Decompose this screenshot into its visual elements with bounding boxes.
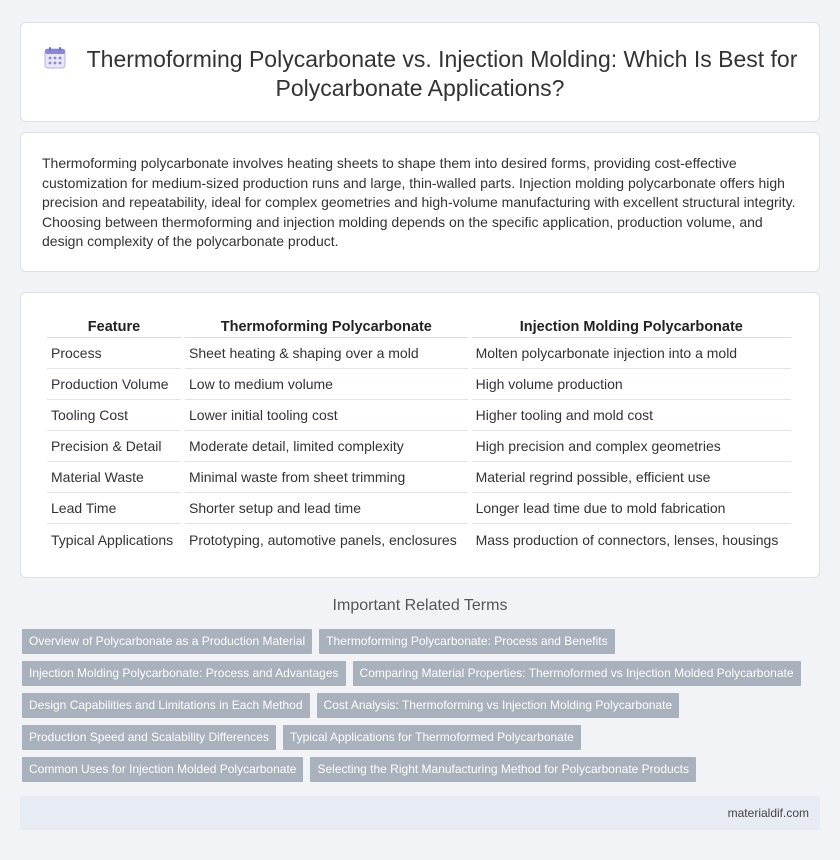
header-feature: Feature bbox=[47, 316, 181, 338]
injection-cell: Higher tooling and mold cost bbox=[472, 400, 791, 431]
related-term-link[interactable]: Comparing Material Properties: Thermoformed vs Injection Molded Polycarbonate bbox=[353, 661, 801, 686]
intro-paragraph: Thermoforming polycarbonate involves heating sheets to shape them into desired forms, providing cost-effective customization for medium-sized production runs and large, thin-walled parts. Injection molding polycarbonate offers high precision and repeatability, ideal for complex geometries and high-volume manufacturing with excellent structural integrity. Choosing between thermoforming and injection molding depends on the specific application, production volume, and design complexity of the polycarbonate product. bbox=[42, 155, 796, 250]
thermoforming-cell: Moderate detail, limited complexity bbox=[185, 431, 468, 462]
related-term-link[interactable]: Typical Applications for Thermoformed Polycarbonate bbox=[283, 725, 581, 750]
chip-row bbox=[22, 725, 822, 750]
related-term-link[interactable]: Overview of Polycarbonate as a Production Material bbox=[22, 629, 312, 654]
feature-cell: Production Volume bbox=[47, 369, 181, 400]
chip-row bbox=[22, 693, 822, 718]
site-link[interactable]: materialdif.com bbox=[727, 806, 809, 820]
comparison-card bbox=[20, 292, 820, 578]
table-row bbox=[47, 431, 791, 462]
table-row bbox=[47, 369, 791, 400]
related-terms-list bbox=[22, 629, 822, 789]
feature-cell: Typical Applications bbox=[51, 531, 174, 548]
related-term-link[interactable]: Selecting the Right Manufacturing Method for Polycarbonate Products bbox=[310, 757, 696, 782]
feature-cell: Lead Time bbox=[47, 493, 181, 524]
feature-cell: Material Waste bbox=[47, 462, 181, 493]
injection-cell: High precision and complex geometries bbox=[472, 431, 791, 462]
related-term-link[interactable]: Design Capabilities and Limitations in Each Method bbox=[22, 693, 310, 718]
related-term-link[interactable]: Thermoforming Polycarbonate: Process and Benefits bbox=[319, 629, 614, 654]
footer bbox=[20, 796, 820, 830]
injection-cell: Longer lead time due to mold fabrication bbox=[472, 493, 791, 524]
related-term-link[interactable]: Common Uses for Injection Molded Polycarbonate bbox=[22, 757, 303, 782]
table-row bbox=[47, 493, 791, 524]
table-row bbox=[47, 524, 791, 555]
feature-cell: Tooling Cost bbox=[47, 400, 181, 431]
related-term-link[interactable]: Cost Analysis: Thermoforming vs Injection Molding Polycarbonate bbox=[317, 693, 680, 718]
chip-row bbox=[22, 757, 822, 782]
table-row bbox=[47, 400, 791, 431]
related-term-link[interactable]: Production Speed and Scalability Differences bbox=[22, 725, 276, 750]
title-card bbox=[20, 22, 820, 122]
table-row bbox=[47, 338, 791, 369]
injection-cell: Material regrind possible, efficient use bbox=[472, 462, 791, 493]
chip-row bbox=[22, 629, 822, 654]
injection-cell: Mass production of connectors, lenses, housings bbox=[475, 531, 779, 548]
related-terms-heading: Important Related Terms bbox=[332, 597, 508, 614]
thermoforming-cell: Lower initial tooling cost bbox=[185, 400, 468, 431]
chip-row bbox=[22, 661, 822, 686]
table-row bbox=[47, 462, 791, 493]
thermoforming-cell: Shorter setup and lead time bbox=[185, 493, 468, 524]
intro-card bbox=[20, 132, 820, 272]
thermoforming-cell: Prototyping, automotive panels, enclosures bbox=[189, 531, 457, 548]
feature-cell: Precision & Detail bbox=[47, 431, 181, 462]
table-header-row bbox=[47, 316, 791, 338]
injection-cell: High volume production bbox=[472, 369, 791, 400]
header-injection-molding: Injection Molding Polycarbonate bbox=[472, 316, 791, 338]
thermoforming-cell: Low to medium volume bbox=[185, 369, 468, 400]
calendar-icon bbox=[43, 46, 67, 70]
injection-cell: Molten polycarbonate injection into a mold bbox=[472, 338, 791, 369]
feature-cell: Process bbox=[47, 338, 181, 369]
comparison-table bbox=[43, 316, 795, 555]
thermoforming-cell: Minimal waste from sheet trimming bbox=[185, 462, 468, 493]
header-thermoforming: Thermoforming Polycarbonate bbox=[185, 316, 468, 338]
page-title: Thermoforming Polycarbonate vs. Injection Molding: Which Is Best for Polycarbonate Applications? bbox=[86, 46, 798, 101]
thermoforming-cell: Sheet heating & shaping over a mold bbox=[185, 338, 468, 369]
page-title-row bbox=[21, 45, 819, 103]
related-term-link[interactable]: Injection Molding Polycarbonate: Process and Advantages bbox=[22, 661, 346, 686]
